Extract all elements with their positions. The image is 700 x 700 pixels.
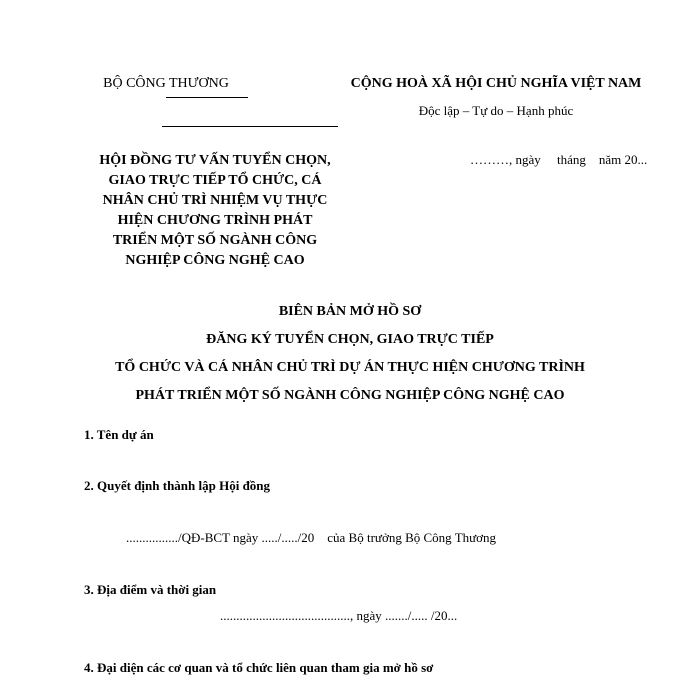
council-line: HIỆN CHƯƠNG TRÌNH PHÁT bbox=[117, 213, 313, 228]
ministry-name: BỘ CÔNG THƯƠNG bbox=[103, 76, 229, 91]
council-line: GIAO TRỰC TIẾP TỔ CHỨC, CÁ bbox=[108, 173, 322, 188]
section-heading-council-decision: 2. Quyết định thành lập Hội đồng bbox=[84, 478, 271, 493]
location-time-line: ........................................, ngày ......./..... /20... bbox=[220, 608, 458, 623]
document-title bbox=[60, 298, 640, 410]
title-line: TỔ CHỨC VÀ CÁ NHÂN CHỦ TRÌ DỰ ÁN THỰC HIỆN CHƯƠNG TRÌNH bbox=[115, 360, 585, 375]
council-line: TRIỂN MỘT SỐ NGÀNH CÔNG bbox=[112, 233, 318, 248]
decision-detail-line: ................/QĐ-BCT ngày ...../...../20 của Bộ trưởng Bộ Công Thương bbox=[126, 530, 497, 545]
section-heading-representatives: 4. Đại diện các cơ quan và tổ chức liên quan tham gia mở hồ sơ bbox=[84, 660, 434, 675]
title-line: BIÊN BẢN MỞ HỒ SƠ bbox=[278, 304, 422, 319]
header-divider-line bbox=[162, 126, 338, 127]
section-heading-project-name: 1. Tên dự án bbox=[84, 427, 154, 442]
title-line: PHÁT TRIỂN MỘT SỐ NGÀNH CÔNG NGHIỆP CÔNG NGHỆ CAO bbox=[135, 388, 565, 403]
council-name bbox=[72, 151, 358, 271]
nation-title: CỘNG HOÀ XÃ HỘI CHỦ NGHĨA VIỆT NAM bbox=[350, 76, 642, 91]
section-heading-location-time: 3. Địa điểm và thời gian bbox=[84, 582, 217, 597]
national-motto: Độc lập – Tự do – Hạnh phúc bbox=[418, 103, 574, 118]
council-line: HỘI ĐỒNG TƯ VẤN TUYỂN CHỌN, bbox=[99, 153, 331, 168]
place-date-line: ………, ngày tháng năm 20... bbox=[470, 152, 648, 167]
council-line: NHÂN CHỦ TRÌ NHIỆM VỤ THỰC bbox=[102, 193, 328, 208]
council-line: NGHIỆP CÔNG NGHỆ CAO bbox=[125, 253, 305, 268]
title-line: ĐĂNG KÝ TUYỂN CHỌN, GIAO TRỰC TIẾP bbox=[206, 332, 494, 347]
ministry-underline bbox=[166, 97, 248, 98]
